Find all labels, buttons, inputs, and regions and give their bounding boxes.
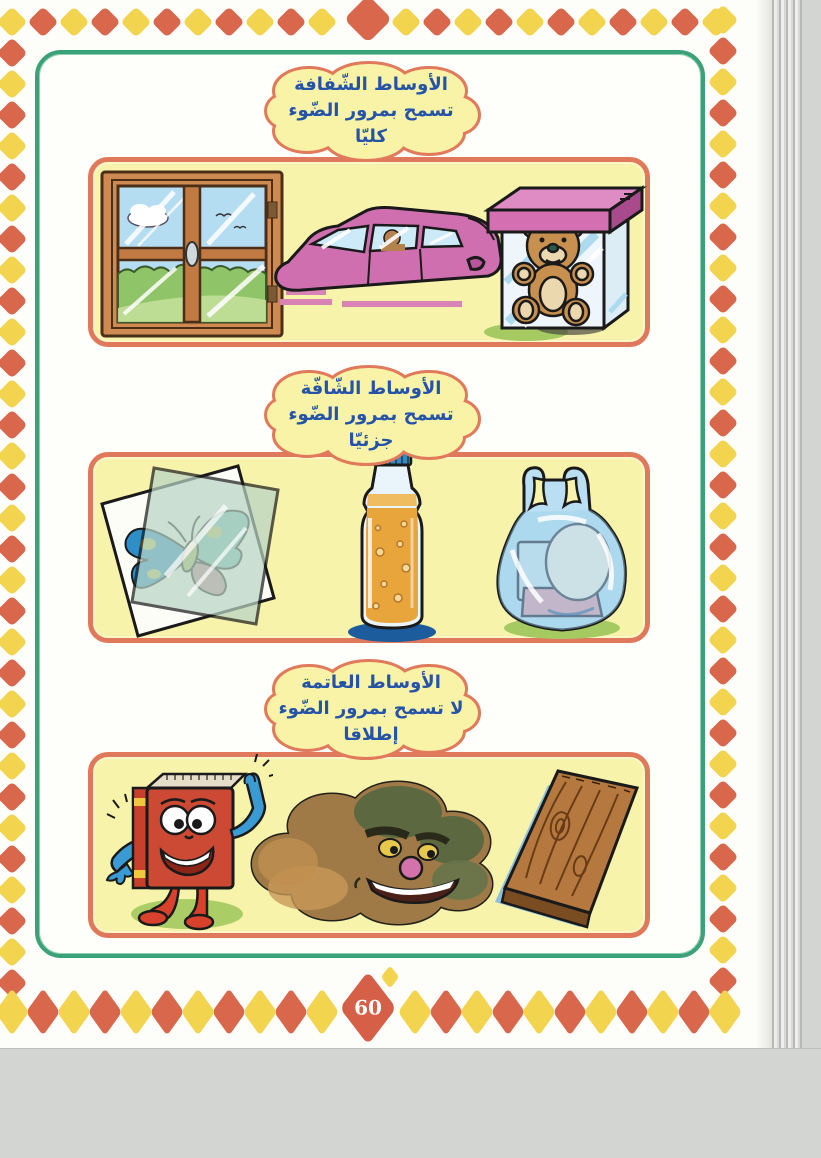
border-diamond	[0, 688, 28, 719]
border-diamond	[607, 6, 638, 37]
border-diamond	[707, 748, 738, 779]
plank-face	[505, 771, 637, 913]
border-diamond	[0, 988, 29, 1036]
border-diamond	[0, 161, 28, 192]
border-diamond	[707, 252, 738, 283]
border-diamond	[707, 562, 738, 593]
border-diamond	[0, 874, 28, 905]
border-diamond	[707, 407, 738, 438]
border-diamond	[522, 988, 556, 1036]
border-diamond	[707, 221, 738, 252]
border-diamond	[0, 719, 28, 750]
border-diamond	[0, 192, 28, 223]
border-diamond	[421, 6, 452, 37]
tracing-paper-sheet	[132, 468, 278, 624]
border-diamond	[677, 988, 711, 1036]
title-bubble-opaque	[261, 655, 481, 763]
border-diamond	[707, 438, 738, 469]
border-diamond	[615, 988, 649, 1036]
border-diamond	[707, 500, 738, 531]
border-diamond	[0, 595, 28, 626]
border-diamond	[545, 6, 576, 37]
border-diamond	[151, 6, 182, 37]
teddy-bear-in-glass-box-illustration	[476, 162, 648, 346]
border-diamond	[707, 810, 738, 841]
wooden-window-illustration	[96, 166, 288, 342]
border-diamond	[707, 934, 738, 965]
border-diamond	[0, 409, 28, 440]
border-diamond	[491, 988, 525, 1036]
cloud-nose	[400, 857, 422, 879]
border-diamond	[707, 717, 738, 748]
teddy-bear	[513, 219, 593, 325]
border-diamond	[0, 750, 28, 781]
border-diamond	[89, 6, 120, 37]
title-opaque	[271, 665, 471, 753]
border-diamond	[514, 6, 545, 37]
border-diamond	[576, 6, 607, 37]
border-diamond	[707, 345, 738, 376]
border-diamond	[275, 6, 306, 37]
title-transparent	[271, 67, 471, 155]
border-diamond	[707, 128, 738, 159]
border-diamond	[553, 988, 587, 1036]
border-diamond	[707, 376, 738, 407]
title-line: الأوساط العاتمة	[301, 672, 441, 693]
border-diamond	[707, 190, 738, 221]
border-diamond	[0, 378, 28, 409]
border-diamond	[707, 531, 738, 562]
border-diamond	[0, 285, 28, 316]
border-diamond	[306, 6, 337, 37]
title-translucent	[271, 371, 471, 459]
book-character-illustration	[95, 754, 273, 936]
border-diamond	[398, 988, 432, 1036]
border-diamond	[0, 347, 28, 378]
border-diamond	[182, 6, 213, 37]
border-diamond	[0, 502, 28, 533]
border-diamond	[707, 872, 738, 903]
border-diamond	[0, 440, 28, 471]
page-number-small-diamond	[381, 966, 399, 989]
border-diamond	[460, 988, 494, 1036]
border-diamond	[0, 99, 28, 130]
border-diamond	[707, 283, 738, 314]
border-diamond	[707, 841, 738, 872]
title-bubble-transparent	[261, 57, 481, 165]
title-line: تسمح بمرور الضّوء	[288, 404, 454, 425]
border-diamond	[429, 988, 463, 1036]
border-diamond	[0, 6, 28, 37]
border-diamond	[27, 6, 58, 37]
title-line: تسمح بمرور الضّوء	[288, 100, 454, 121]
border-diamond	[0, 657, 28, 688]
scanner-background	[0, 1048, 821, 1158]
border-diamond	[0, 905, 28, 936]
border-diamond	[0, 254, 28, 285]
border-diamond	[669, 6, 700, 37]
title-line: لا تسمح بمرور الضّوء	[278, 698, 464, 719]
border-diamond	[243, 988, 277, 1036]
border-diamond	[707, 779, 738, 810]
border-diamond	[707, 903, 738, 934]
border-diamond	[0, 68, 28, 99]
border-diamond	[344, 0, 392, 43]
border-diamond	[707, 655, 738, 686]
title-line: كليّا	[355, 126, 387, 147]
border-diamond	[274, 988, 308, 1036]
border-diamond	[0, 223, 28, 254]
border-diamond	[707, 469, 738, 500]
book-page-stack-edge	[772, 0, 802, 1052]
title-line: إطلاقا	[343, 724, 399, 745]
border-diamond	[150, 988, 184, 1036]
butterfly-picture-illustration	[96, 456, 286, 638]
border-diamond	[0, 130, 28, 161]
title-bubble-translucent	[261, 361, 481, 469]
wooden-plank-illustration	[488, 754, 664, 936]
box-lid-front	[488, 210, 610, 232]
border-diamond	[452, 6, 483, 37]
dark-cloud-illustration	[248, 768, 496, 936]
border-diamond	[707, 314, 738, 345]
page-edge-shadow	[756, 0, 772, 1048]
border-diamond	[390, 6, 421, 37]
border-diamond	[0, 471, 28, 502]
border-diamond	[305, 988, 339, 1036]
border-diamond	[708, 988, 742, 1036]
border-diamond	[88, 988, 122, 1036]
page-number: 60	[354, 995, 382, 1020]
border-diamond	[707, 624, 738, 655]
border-diamond	[0, 626, 28, 657]
border-diamond	[707, 97, 738, 128]
border-diamond	[584, 988, 618, 1036]
border-diamond	[707, 66, 738, 97]
title-line: الأوساط الشّافّة	[300, 378, 442, 399]
border-diamond	[0, 936, 28, 967]
border-diamond	[0, 812, 28, 843]
border-diamond	[57, 988, 91, 1036]
border-diamond	[120, 6, 151, 37]
title-line: الأوساط الشّفافة	[294, 74, 448, 95]
border-diamond	[213, 6, 244, 37]
border-diamond	[638, 6, 669, 37]
border-diamond	[0, 781, 28, 812]
plastic-bag-illustration	[478, 450, 646, 640]
car-illustration	[272, 196, 502, 316]
border-diamond	[0, 316, 28, 347]
border-diamond	[181, 988, 215, 1036]
border-diamond	[483, 6, 514, 37]
border-diamond	[58, 6, 89, 37]
title-line: جزئيّا	[348, 430, 394, 451]
border-diamond	[244, 6, 275, 37]
border-diamond	[26, 988, 60, 1036]
border-diamond	[707, 686, 738, 717]
border-diamond	[646, 988, 680, 1036]
border-diamond	[707, 593, 738, 624]
border-diamond	[0, 564, 28, 595]
window-handle	[186, 242, 198, 266]
border-diamond	[707, 35, 738, 66]
border-diamond	[0, 533, 28, 564]
border-diamond	[212, 988, 246, 1036]
plastic-bottle-illustration	[340, 448, 444, 644]
border-diamond	[119, 988, 153, 1036]
border-diamond	[707, 159, 738, 190]
border-diamond	[0, 843, 28, 874]
border-diamond	[0, 37, 28, 68]
